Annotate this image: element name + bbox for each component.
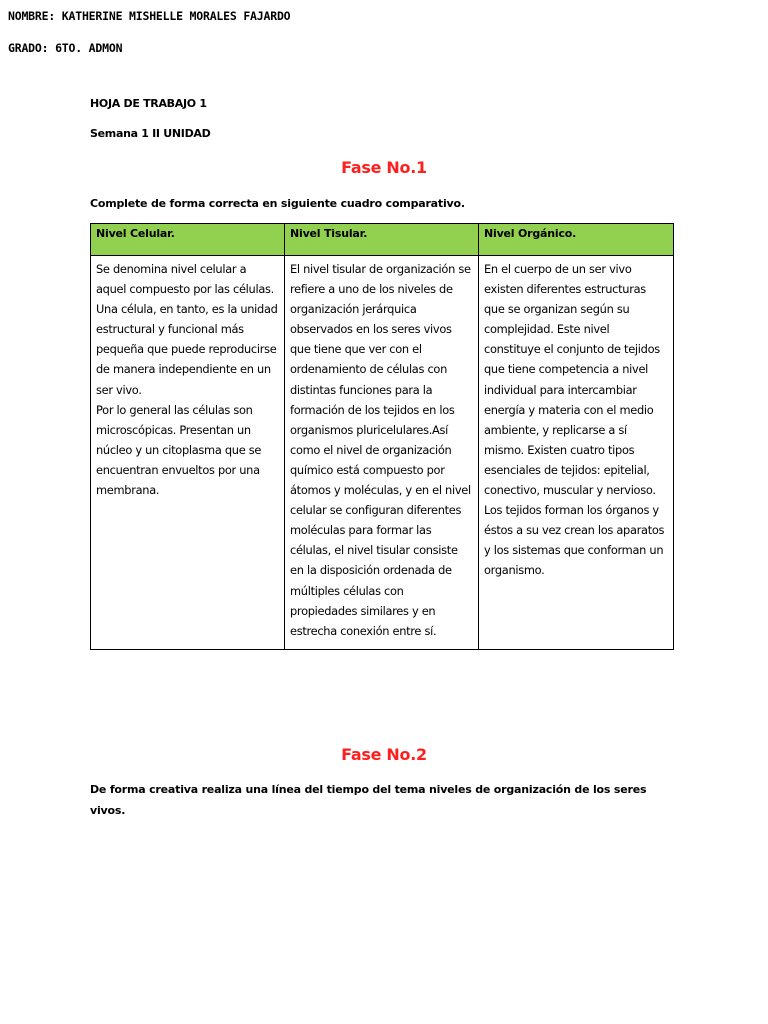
table-header-row: [91, 224, 674, 256]
header-nivel-celular: Nivel Celular.: [91, 224, 285, 256]
student-grade: GRADO: 6TO. ADMON: [8, 41, 123, 55]
phase1-instruction: Complete de forma correcta en siguiente cuadro comparativo.: [90, 197, 465, 210]
comparison-table: [90, 223, 674, 650]
worksheet-title: HOJA DE TRABAJO 1: [90, 97, 207, 110]
phase2-instruction: De forma creativa realiza una línea del tiempo del tema niveles de organización de los seres vivos.: [90, 783, 647, 817]
cell-nivel-celular: [91, 256, 285, 650]
cell-nivel-tisular: El nivel tisular de organización se refiere a uno de los niveles de organización jerárquica observados en los seres vivos que tiene que ver con el ordenamiento de células con distintas funciones para la formación de los tejidos en los organismos pluricelulares.Así como el nivel de organización químico está compuesto por átomos y moléculas, y en el nivel celular se configuran diferentes moléculas para formar las células, el nivel tisular consiste en la disposición ordenada de múltiples células con propiedades similares y en estrecha conexión entre sí.: [285, 256, 479, 650]
phase1-heading: Fase No.1: [341, 158, 427, 177]
cell-celular-paragraph-1: Se denomina nivel celular a aquel compuesto por las células. Una célula, en tanto, es la unidad estructural y funcional más pequeña que puede reproducirse de manera independiente en un ser vivo.: [96, 262, 278, 397]
header-nivel-organico: Nivel Orgánico.: [479, 224, 674, 256]
phase2-heading: Fase No.2: [341, 745, 427, 764]
cell-nivel-organico: En el cuerpo de un ser vivo existen diferentes estructuras que se organizan según su complejidad. Este nivel constituye el conjunto de tejidos que tiene competencia a nivel individual para intercambiar energía y materia con el medio ambiente, y replicarse a sí mismo. Existen cuatro tipos esenciales de tejidos: epitelial, conectivo, muscular y nervioso. Los tejidos forman los órganos y éstos a su vez crean los aparatos y los sistemas que conforman un organismo.: [479, 256, 674, 650]
table-row: [91, 256, 674, 650]
cell-celular-paragraph-2: Por lo general las células son microscópicas. Presentan un núcleo y un citoplasma que se encuentran envueltos por una membrana.: [96, 402, 262, 498]
header-nivel-tisular: Nivel Tisular.: [285, 224, 479, 256]
student-name: NOMBRE: KATHERINE MISHELLE MORALES FAJARDO: [8, 9, 291, 23]
worksheet-week: Semana 1 II UNIDAD: [90, 127, 211, 140]
